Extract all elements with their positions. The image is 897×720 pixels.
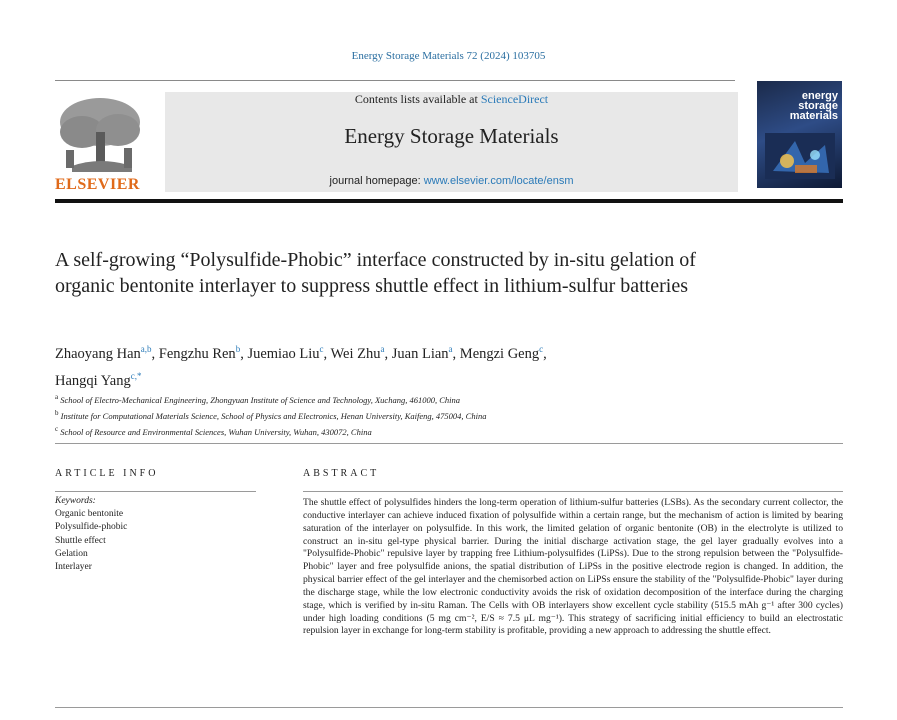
author-name: Zhaoyang Han — [55, 345, 141, 362]
abstract-text: The shuttle effect of polysulfides hinders the long-term operation of lithium-sulfur batteries (LSBs). As the secondary current collector, the conductive interlayer can achieve induced fixation of polysulfide within a certain range, but the mechanism of action is limited by bearing saturation of the interlayer on polysulfide. In this work, the limited gelation of organic bentonite (OB) in the electrolyte is utilized to construct an in-situ gel-type physical barrier. During the initial discharge activation stage, the gel layer gradually evolves into a "Polysulfide-Phobic" repulsive layer by trapping free Lithium-polysulfides (LiPSs). Due to the strong repulsion between the "Polysulfide-Phobic" layer and free polysulfide anions, the spatial distribution of LiPSs in the positive electrode region is changed. In addition, the physical barrier effect of the gel interlayer and the chemisorbed action on LiPSs ensure the stability of the "Polysulfide-Phobic" layer during the discharge stage, while the low electronic conductivity avoids the risk of oxidation decomposition of the interface during the charging stage, which is verified by in-situ Raman. The Cells with OB interlayers show excellent cycle stability (515.5 mAh g⁻¹ after 300 cycles) under high loading conditions (5 mg cm⁻², E/S ≈ 7.5 μL mg⁻¹). This strategy of sacrificing initial efficiency to build an electrostatic repulsion layer in exchange for long-term stability is profitable, providing a new approach to addressing the shuttle effect. — [303, 497, 843, 637]
affiliation-mark: c — [55, 424, 59, 433]
affiliation-list — [55, 391, 815, 438]
keyword-item: Gelation — [55, 548, 88, 559]
keyword-item: Organic bentonite — [55, 509, 124, 520]
header-divider — [55, 80, 735, 81]
section-divider — [55, 443, 843, 444]
cover-artwork — [765, 133, 835, 179]
author-affiliation-mark: b — [235, 344, 241, 354]
sciencedirect-link[interactable]: ScienceDirect — [480, 92, 549, 106]
affiliation-mark: a — [55, 393, 59, 401]
author-separator: , — [384, 345, 392, 362]
footer-divider — [55, 707, 843, 708]
author-separator: , — [323, 345, 331, 362]
affiliation — [55, 423, 815, 439]
author-name: Hangqi Yang — [55, 372, 131, 389]
author-name: Fengzhu Ren — [158, 345, 236, 362]
cover-title — [790, 91, 838, 121]
author-affiliation-mark: a — [380, 344, 385, 354]
author-name: Juemiao Liu — [247, 345, 320, 362]
contents-line — [165, 92, 738, 107]
author[interactable] — [392, 346, 460, 362]
keyword-item: Polysulfide-phobic — [55, 522, 128, 533]
cover-title-line: energy — [801, 90, 838, 102]
article-info-rule — [55, 491, 256, 492]
homepage-prefix: journal homepage: — [329, 175, 424, 187]
article-title: A self-growing “Polysulfide-Phobic” interface constructed by in-situ gelation of organic bentonite interlayer to suppress shuttle effect in lithium-sulfur batteries — [55, 249, 696, 297]
author-affiliation-mark: c,* — [130, 370, 142, 381]
header-bottom-rule — [55, 199, 843, 203]
abstract-rule — [303, 491, 843, 492]
cover-title-line: storage — [798, 100, 838, 112]
author-separator: , — [452, 345, 460, 362]
author-affiliation-mark: a,b — [140, 344, 152, 354]
author-name: Wei Zhu — [330, 345, 381, 362]
affiliation-text: Institute for Computational Materials Science, School of Physics and Electronics, Henan University, Kaifeng, 475004, China — [60, 410, 487, 421]
affiliation-text: School of Resource and Environmental Sciences, Wuhan University, Wuhan, 430072, China — [60, 426, 372, 437]
author-affiliation-mark: a — [448, 344, 453, 354]
abstract-heading: ABSTRACT — [303, 468, 380, 479]
keywords-block — [55, 495, 127, 574]
affiliation — [55, 407, 815, 423]
author-affiliation-mark: c — [539, 344, 544, 354]
author[interactable] — [247, 346, 330, 362]
article-info-heading: ARTICLE INFO — [55, 468, 159, 479]
author-separator: , — [543, 345, 547, 362]
author-separator: , — [240, 345, 248, 362]
affiliation-text: School of Electro-Mechanical Engineering, Zhongyuan Institute of Science and Technology, Xuchang, 461000, China — [60, 394, 460, 405]
contents-prefix: Contents lists available at — [354, 92, 481, 106]
homepage-line — [165, 175, 738, 187]
journal-title: Energy Storage Materials — [344, 124, 559, 148]
keywords-label: Keywords: — [55, 496, 96, 506]
author-name: Juan Lian — [391, 345, 449, 362]
journal-reference[interactable]: Energy Storage Materials 72 (2024) 103705 — [351, 50, 546, 62]
author[interactable] — [331, 346, 392, 362]
elsevier-wordmark: ELSEVIER — [55, 176, 140, 193]
affiliation-mark: b — [55, 408, 59, 417]
affiliation — [55, 391, 815, 407]
author-name: Mengzi Geng — [459, 345, 540, 362]
homepage-link[interactable]: www.elsevier.com/locate/ensm — [423, 175, 574, 187]
author-list — [55, 338, 735, 392]
journal-banner — [165, 92, 738, 192]
journal-cover-image[interactable] — [757, 81, 842, 188]
author[interactable] — [55, 370, 142, 389]
author[interactable] — [159, 346, 248, 362]
keyword-item: Interlayer — [55, 562, 92, 573]
keyword-item: Shuttle effect — [55, 535, 106, 546]
author-affiliation-mark: c — [319, 344, 324, 354]
author[interactable] — [460, 346, 547, 362]
cover-title-line: materials — [789, 110, 838, 122]
author[interactable] — [55, 346, 159, 362]
author-separator: , — [151, 345, 159, 362]
